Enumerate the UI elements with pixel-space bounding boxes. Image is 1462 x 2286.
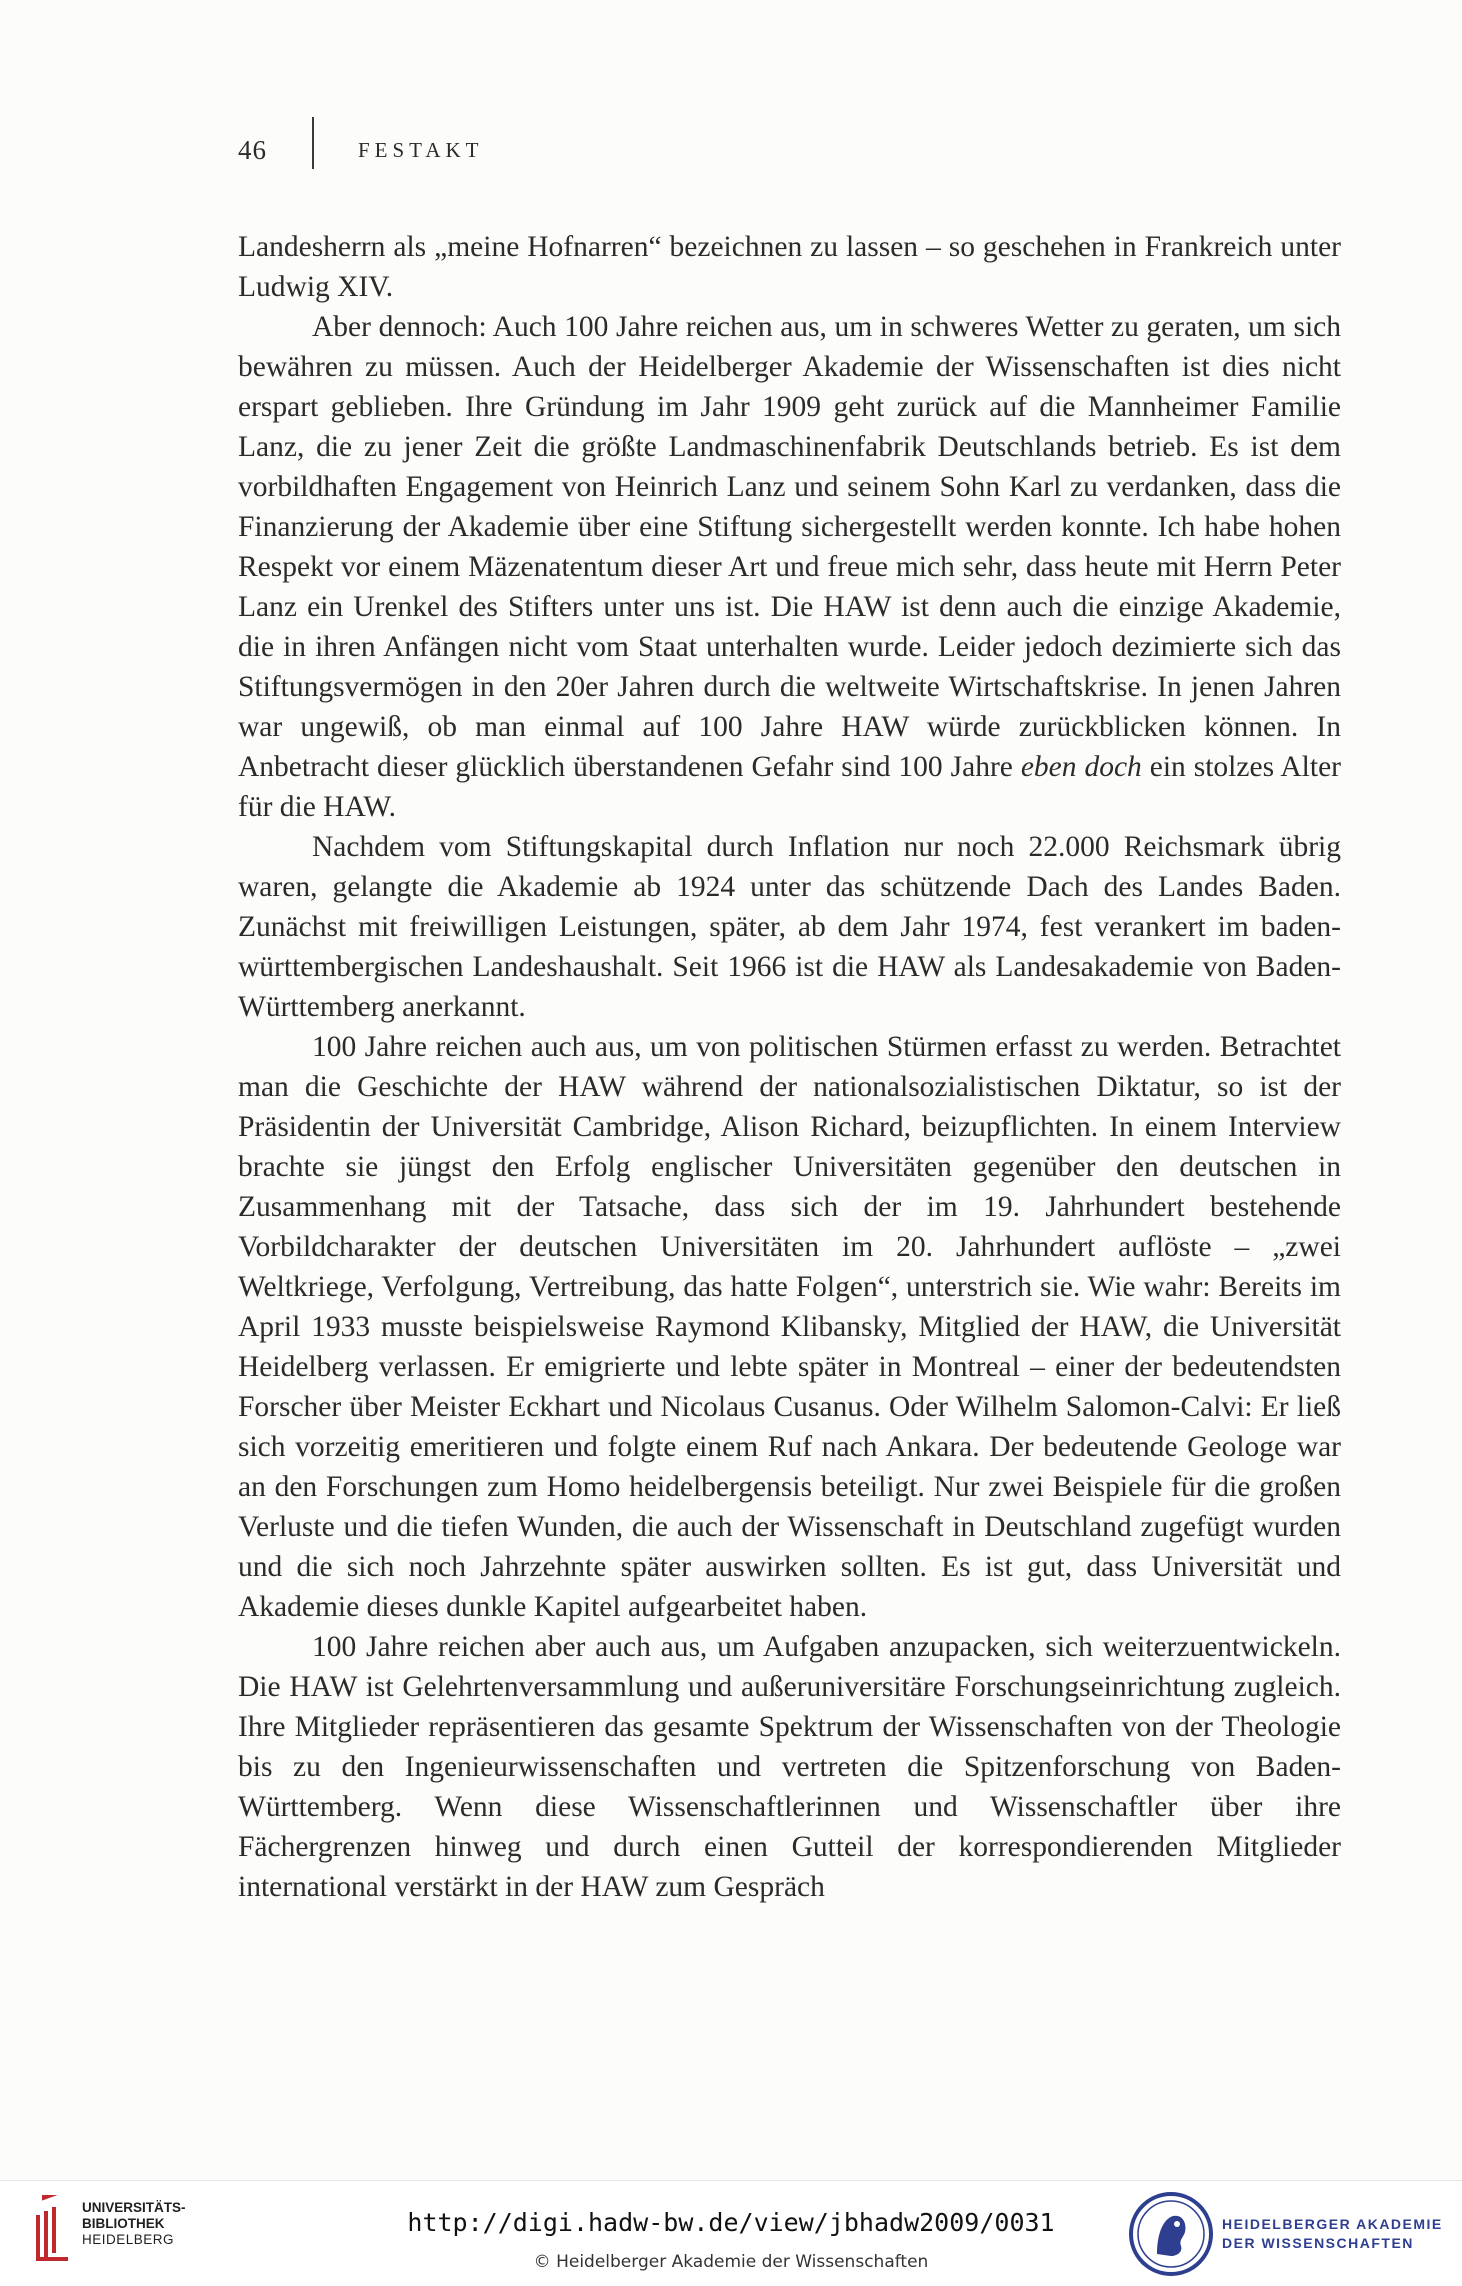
paragraph-3: Nachdem vom Stiftungskapital durch Inflation nur noch 22.000 Reichsmark übrig waren, gelangte die Akademie ab 1924 unter das schützende Dach des Landes Baden. Zunächst mit freiwilligen Leistungen, später, ab dem Jahr 1974, fest verankert im baden-württembergischen Landeshaushalt. Seit 1966 ist die HAW als Landesakademie von Baden-Württemberg anerkannt. [238, 831, 1341, 1023]
header-divider [312, 117, 314, 169]
academy-seal-icon [1127, 2190, 1215, 2278]
paragraph-4: 100 Jahre reichen auch aus, um von politischen Stürmen erfasst zu werden. Betrachtet man die Geschichte der HAW während der nationalsozialistischen Diktatur, so ist der Präsidentin der Universität Cambridge, Alison Richard, beizupflichten. In einem Interview brachte sie jüngst den Erfolg englischer Universitäten gegenüber den deutschen in Zusammenhang mit der Tatsache, dass sich der im 19. Jahrhundert bestehende Vorbildcharakter der deutschen Universitäten im 20. Jahrhundert auflöste – „zwei Weltkriege, Verfolgung, Vertreibung, das hatte Folgen“, unterstrich sie. Wie wahr: Bereits im April 1933 musste beispielsweise Raymond Klibansky, Mitglied der HAW, die Universität Heidelberg verlassen. Er emigrierte und lebte später in Montreal – einer der bedeutendsten Forscher über Meister Eckhart und Nicolaus Cusanus. Oder Wilhelm Salomon-Calvi: Er ließ sich vorzeitig emeritieren und folgte einem Ruf nach Ankara. Der bedeutende Geologe war an den Forschungen zum Homo heidelbergensis beteiligt. Nur zwei Beispiele für die großen Verluste und die tiefen Wunden, die auch der Wissenschaft in Deutschland zugefügt wurden und die sich noch Jahrzehnte später auswirken sollten. Es ist gut, dass Universität und Akademie dieses dunkle Kapitel aufgearbeitet haben. [238, 1031, 1341, 1623]
paragraph-1: Landesherrn als „meine Hofnarren“ bezeichnen zu lassen – so geschehen in Frankreich unter Ludwig XIV. [238, 231, 1341, 303]
section-title: FESTAKT [358, 137, 484, 162]
permalink-url[interactable]: http://digi.hadw-bw.de/view/jbhadw2009/0031 [407, 2208, 1055, 2237]
emphasis-text: eben doch [1020, 751, 1142, 783]
academy-name: HEIDELBERGER AKADEMIE DER WISSENSCHAFTEN [1222, 2216, 1443, 2251]
copyright-notice: © Heidelberger Akademie der Wissenschaften [533, 2252, 929, 2272]
paragraph-2: Aber dennoch: Auch 100 Jahre reichen aus, um in schweres Wetter zu geraten, um sich bewähren zu müssen. Auch der Heidelberger Akademie der Wissenschaften ist dies nicht erspart geblieben. Ihre Gründung im Jahr 1909 geht zurück auf die Mannheimer Familie Lanz, die zu jener Zeit die größte Landmaschinenfabrik Deutschlands betrieb. Es ist dem vorbildhaften Engagement von Heinrich Lanz und seinem Sohn Karl zu verdanken, dass die Finanzierung der Akademie über eine Stiftung sichergestellt werden konnte. Ich habe hohen Respekt vor einem Mäzenatentum dieser Art und freue mich sehr, dass heute mit Herrn Peter Lanz ein Urenkel des Stifters unter uns ist. Die HAW ist denn auch die einzige Akademie, die in ihren Anfängen nicht vom Staat unterhalten wurde. Leider jedoch dezimierte sich das Stiftungsvermögen in den 20er Jahren durch die weltweite Wirtschaftskrise. In jenen Jahren war ungewiß, ob man einmal auf 100 Jahre HAW würde zurückblicken können. In Anbetracht dieser glücklich überstandenen Gefahr sind 100 Jahre eben doch ein stolzes Alter für die HAW. [238, 311, 1341, 823]
running-head [238, 130, 484, 170]
page-number: 46 [238, 134, 267, 165]
university-library-name: UNIVERSITÄTS- BIBLIOTHEK HEIDELBERG [82, 2200, 186, 2247]
body-text [238, 227, 1341, 1907]
paragraph-5: 100 Jahre reichen aber auch aus, um Aufgaben anzupacken, sich weiterzuentwickeln. Die HAW ist Gelehrtenversammlung und außeruniversitäre Forschungseinrichtung zugleich. Ihre Mitglieder repräsentieren das gesamte Spektrum der Wissenschaften von der Theologie bis zu den Ingenieurwissenschaften und vertreten die Spitzenforschung von Baden-Württemberg. Wenn diese Wissenschaftlerinnen und Wissenschaftler über ihre Fächergrenzen hinweg und durch einen Gutteil der korrespondierenden Mitglieder international verstärkt in der HAW zum Gespräch [238, 1631, 1341, 1903]
